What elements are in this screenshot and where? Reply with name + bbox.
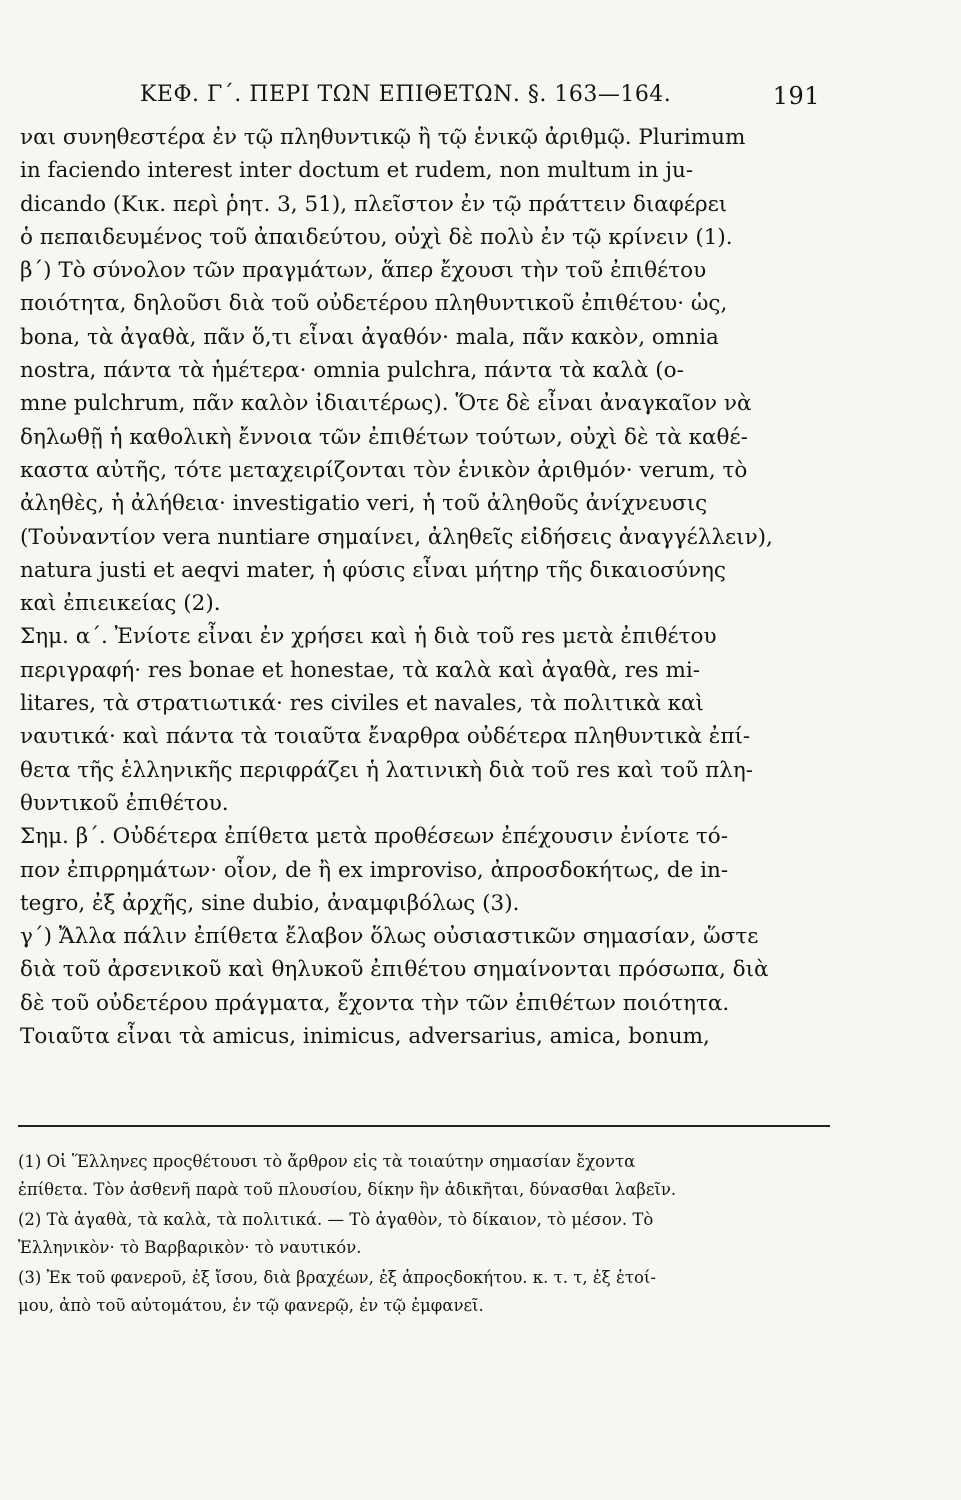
text-line: θυντικοῦ ἐπιθέτου. [20,790,229,816]
text-line: γ΄) Ἄλλα πάλιν ἐπίθετα ἔλαβον ὅλως οὐσιαστικῶν σημασίαν, ὥστε [20,924,759,950]
text-line: bona, τὰ ἀγαθὰ, πᾶν ὅ,τι εἶναι ἀγαθόν· mala, πᾶν κακὸν, omnia [20,324,719,350]
text-line: Σημ. β΄. Οὐδέτερα ἐπίθετα μετὰ προθέσεων ἐπέχουσιν ἐνίοτε τό- [20,824,729,850]
text-line: natura justi et aeqvi mater, ἡ φύσις εἶναι μήτηρ τῆς δικαιοσύνης [20,557,726,583]
page-header [140,82,820,110]
text-line: litares, τὰ στρατιωτικά· res civiles et navales, τὰ πολιτικὰ καὶ [20,691,704,717]
text-line: καὶ ἐπιεικείας (2). [20,591,221,617]
footnote-line: (2) Τὰ ἀγαθὰ, τὰ καλὰ, τὰ πολιτικά. — Τὸ ἀγαθὸν, τὸ δίκαιον, τὸ μέσον. Τὸ [18,1210,654,1229]
text-line: δηλωθῇ ἡ καθολικὴ ἔννοια τῶν ἐπιθέτων τούτων, οὐχὶ δὲ τὰ καθέ- [20,424,748,450]
text-line: ὁ πεπαιδευμένος τοῦ ἀπαιδεύτου, οὐχὶ δὲ πολὺ ἐν τῷ κρίνειν (1). [20,224,733,250]
text-line: (Τοὐναντίον vera nuntiare σημαίνει, ἀληθεῖς εἰδήσεις ἀναγγέλλειν), [20,524,773,550]
footnote-line: μου, ἀπὸ τοῦ αὐτομάτου, ἐν τῷ φανερῷ, ἐν τῷ ἐμφανεῖ. [18,1295,484,1315]
text-line: mne pulchrum, πᾶν καλὸν ἰδιαιτέρως). Ὅτε δὲ εἶναι ἀναγκαῖον νὰ [20,391,752,417]
footnote-line: ἐπίθετα. Τὸν ἀσθενῆ παρὰ τοῦ πλουσίου, δίκην ἣν ἀδικῆται, δύνασθαι λαβεῖν. [18,1179,677,1199]
main-text [20,121,830,1053]
text-line: Τοιαῦτα εἶναι τὰ amicus, inimicus, adversarius, amica, bonum, [20,1024,710,1050]
text-line: ποιότητα, δηλοῦσι διὰ τοῦ οὐδετέρου πληθυντικοῦ ἐπιθέτου· ὡς, [20,291,728,317]
text-line: καστα αὐτῆς, τότε μεταχειρίζονται τὸν ἑνικὸν ἀριθμόν· verum, τὸ [20,457,748,483]
text-line: πον ἐπιρρημάτων· οἷον, de ἢ ex improviso, ἀπροσδοκήτως, de in- [20,857,729,883]
text-line: Σημ. α΄. Ἐνίοτε εἶναι ἐν χρήσει καὶ ἡ διὰ τοῦ res μετὰ ἐπιθέτου [20,624,717,650]
text-line: β΄) Τὸ σύνολον τῶν πραγμάτων, ἅπερ ἔχουσι τὴν τοῦ ἐπιθέτου [20,258,707,284]
text-line: ναι συνηθεστέρα ἐν τῷ πληθυντικῷ ἢ τῷ ἑνικῷ ἀριθμῷ. Plurimum [20,125,746,150]
running-head: ΚΕΦ. Γ΄. ΠΕΡΙ ΤΩΝ ΕΠΙΘΕΤΩΝ. §. 163—164. [140,82,672,107]
text-line: δὲ τοῦ οὐδετέρου πράγματα, ἔχοντα τὴν τῶν ἐπιθέτων ποιότητα. [20,990,730,1016]
text-line: nostra, πάντα τὰ ἡμέτερα· omnia pulchra, πάντα τὰ καλὰ (o- [20,358,684,384]
footnote-line: (1) Οἱ Ἕλληνες προςθέτουσι τὸ ἄρθρον εἰς τὰ τοιαύτην σημασίαν ἔχοντα [18,1152,636,1171]
page-number: 191 [772,82,820,110]
footnotes [18,1148,838,1319]
footnote-line: Ἑλληνικὸν· τὸ Βαρβαρικὸν· τὸ ναυτικόν. [18,1237,362,1257]
text-line: tegro, ἐξ ἀρχῆς, sine dubio, ἀναμφιβόλως (3). [20,890,520,916]
text-line: ναυτικά· καὶ πάντα τὰ τοιαῦτα ἔναρθρα οὐδέτερα πληθυντικὰ ἐπί- [20,724,751,750]
text-line: διὰ τοῦ ἀρσενικοῦ καὶ θηλυκοῦ ἐπιθέτου σημαίνονται πρόσωπα, διὰ [20,957,769,983]
text-line: dicando (Κικ. περὶ ῥητ. 3, 51), πλεῖστον ἐν τῷ πράττειν διαφέρει [20,191,728,217]
text-line: in faciendo interest inter doctum et rudem, non multum in ju- [20,158,694,184]
text-line: θετα τῆς ἑλληνικῆς περιφράζει ἡ λατινικὴ διὰ τοῦ res καὶ τοῦ πλη- [20,757,753,783]
footnote-separator [18,1125,830,1127]
text-line: ἀληθὲς, ἡ ἀλήθεια· investigatio veri, ἡ τοῦ ἀληθοῦς ἀνίχνευσις [20,491,708,517]
text-line: περιγραφή· res bonae et honestae, τὰ καλὰ καὶ ἀγαθὰ, res mi- [20,657,701,683]
footnote-line: (3) Ἐκ τοῦ φανεροῦ, ἐξ ἴσου, διὰ βραχέων, ἐξ ἀπροςδοκήτου. κ. τ. τ, ἐξ ἑτοί- [18,1268,656,1287]
